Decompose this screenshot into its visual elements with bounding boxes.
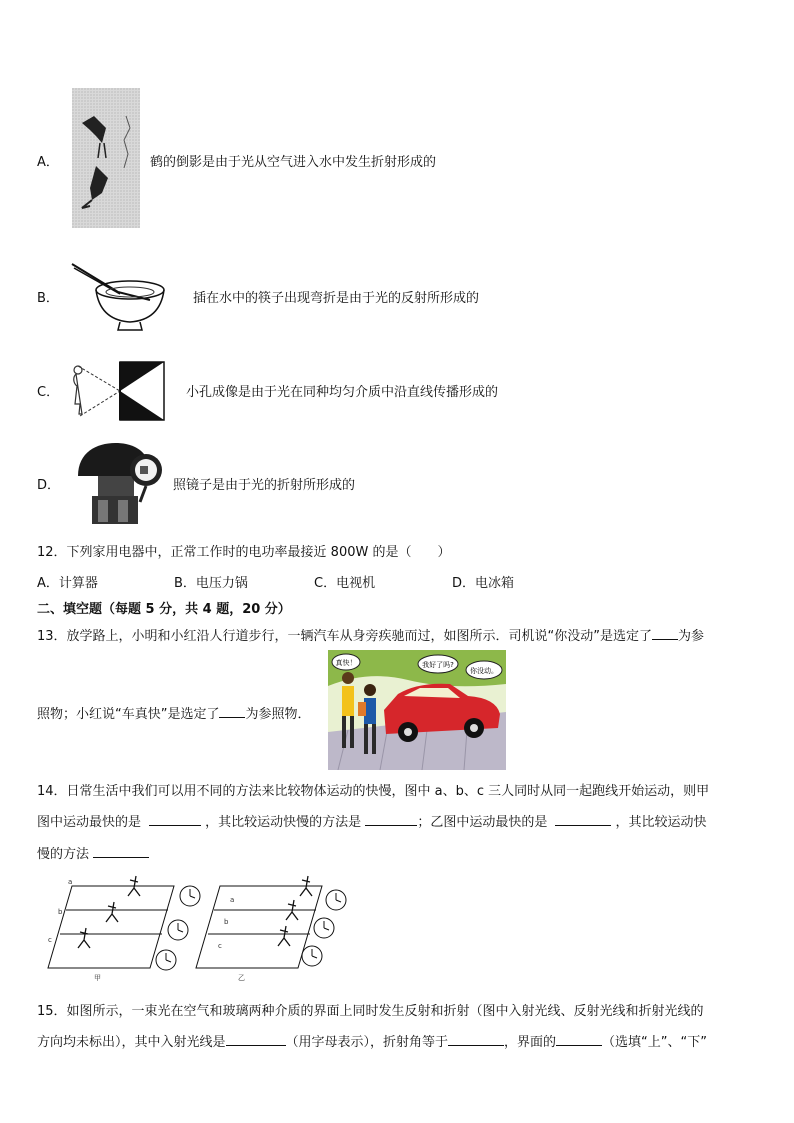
q14-line2-text-d: ，其比较运动快 bbox=[615, 815, 707, 830]
q14-line3 bbox=[37, 843, 149, 862]
q13-line2-text-b: 为参照物． bbox=[245, 707, 311, 722]
q15-line2-text-b: （用字母表示），折射角等于 bbox=[285, 1035, 449, 1050]
q15-line2-text-a: 方向均未标出），其中入射光线是 bbox=[37, 1035, 226, 1050]
option-b-text: 插在水中的筷子出现弯折是由于光的反射所形成的 bbox=[193, 291, 480, 306]
q13-line2 bbox=[37, 703, 311, 722]
q12-option-a: A．计算器 bbox=[37, 576, 98, 591]
option-c-text: 小孔成像是由于光在同种均匀介质中沿直线传播形成的 bbox=[186, 385, 499, 400]
q14-line3-text: 慢的方法 bbox=[37, 847, 90, 862]
label-c-jia: c bbox=[48, 936, 52, 944]
q14-blank-3[interactable] bbox=[555, 813, 611, 826]
mirror-boy-figure bbox=[74, 440, 166, 524]
q13-blank-2[interactable] bbox=[219, 705, 245, 718]
q13-line1 bbox=[37, 625, 704, 644]
q12-stem: 12．下列家用电器中，正常工作时的电功率最接近 800W 的是（ ） bbox=[37, 545, 451, 560]
q13-line2-text-a: 照物；小红说“车真快”是选定了 bbox=[37, 707, 220, 722]
q12-option-c: C．电视机 bbox=[314, 576, 376, 591]
q14-line2 bbox=[37, 811, 706, 830]
crane-reflection-figure bbox=[72, 88, 140, 228]
section-title: 二、填空题（每题 5 分，共 4 题，20 分） bbox=[37, 602, 291, 617]
q15-blank-2[interactable] bbox=[448, 1033, 504, 1046]
bubble-1: 真快！ bbox=[335, 659, 357, 667]
option-b-letter: B． bbox=[37, 291, 59, 306]
label-a-yi: a bbox=[230, 896, 235, 904]
label-c-yi: c bbox=[218, 942, 222, 950]
label-jia: 甲 bbox=[94, 974, 101, 982]
q14-blank-1[interactable] bbox=[149, 813, 201, 826]
q14-line2-text-a: 图中运动最快的是 bbox=[37, 815, 142, 830]
option-a-letter: A． bbox=[37, 155, 59, 170]
q14-blank-2[interactable] bbox=[365, 813, 417, 826]
q15-line2-text-d: （选填“上”、“下” bbox=[602, 1035, 707, 1050]
q14-line1: 14．日常生活中我们可以用不同的方法来比较物体运动的快慢，图中 a、b、c 三人同时从同一起跑线开始运动，则甲 bbox=[37, 784, 710, 799]
q13-blank-1[interactable] bbox=[652, 627, 678, 640]
q15-line1: 15．如图所示，一束光在空气和玻璃两种介质的界面上同时发生反射和折射（图中入射光线、反射光线和折射光线的 bbox=[37, 1004, 704, 1019]
q13-line1-text: 13．放学路上，小明和小红沿人行道步行，一辆汽车从身旁疾驰而过，如图所示．司机说“你没动”是选定了 bbox=[37, 629, 653, 644]
q14-line2-text-c: ；乙图中运动最快的是 bbox=[417, 815, 548, 830]
q13-line1-end: 为参 bbox=[678, 629, 705, 644]
q12-option-d: D．电冰箱 bbox=[452, 576, 515, 591]
option-c-letter: C． bbox=[37, 385, 60, 400]
q14-blank-4[interactable] bbox=[93, 845, 149, 858]
chopsticks-bowl-figure bbox=[70, 262, 170, 334]
q15-line2-text-c: ，界面的 bbox=[504, 1035, 557, 1050]
option-d-letter: D． bbox=[37, 478, 61, 493]
race-comparison-figure bbox=[44, 872, 354, 984]
bubble-2: 我好了吗? bbox=[422, 661, 454, 669]
q15-line2 bbox=[37, 1031, 707, 1050]
car-cartoon-figure bbox=[328, 650, 506, 770]
q15-blank-3[interactable] bbox=[556, 1033, 602, 1046]
label-a-jia: a bbox=[68, 878, 73, 886]
q12-option-b: B．电压力锅 bbox=[174, 576, 248, 591]
q15-blank-1[interactable] bbox=[226, 1033, 286, 1046]
label-yi: 乙 bbox=[238, 974, 245, 982]
label-b-yi: b bbox=[224, 918, 229, 926]
option-a-text: 鹤的倒影是由于光从空气进入水中发生折射形成的 bbox=[150, 155, 437, 170]
label-b-jia: b bbox=[58, 908, 63, 916]
pinhole-camera-figure bbox=[68, 360, 168, 422]
option-d-text: 照镜子是由于光的折射所形成的 bbox=[173, 478, 356, 493]
bubble-3: 你没动。 bbox=[470, 667, 498, 675]
q14-line2-text-b: ，其比较运动快慢的方法是 bbox=[205, 815, 362, 830]
